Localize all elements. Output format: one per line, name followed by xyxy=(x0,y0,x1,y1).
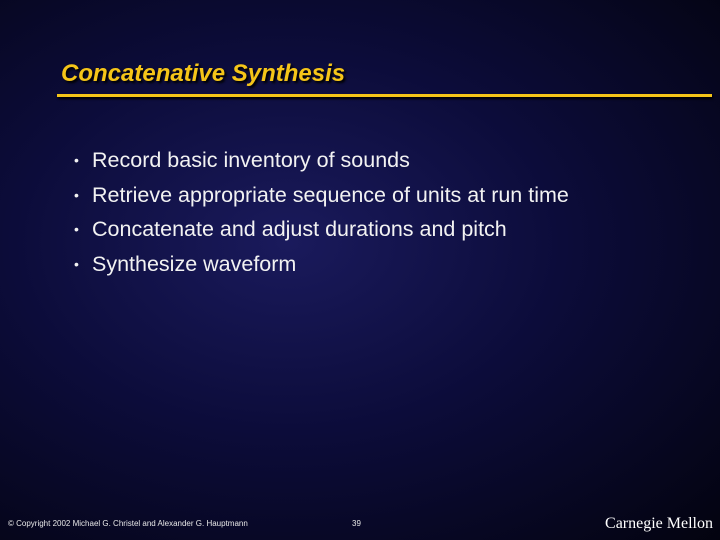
bullet-dot-icon: • xyxy=(74,255,79,272)
footer-page-number: 39 xyxy=(352,519,361,528)
footer-copyright: © Copyright 2002 Michael G. Christel and Alexander G. Hauptmann xyxy=(8,519,248,528)
bullet-dot-icon: • xyxy=(74,221,79,237)
slide-title: Concatenative Synthesis xyxy=(61,60,346,87)
bullet-item xyxy=(74,148,569,183)
bullet-text: Retrieve appropriate sequence of units at run time xyxy=(92,182,569,207)
bullet-item xyxy=(74,217,569,252)
bullet-text: Synthesize waveform xyxy=(92,251,297,276)
footer-organization-logo: Carnegie Mellon xyxy=(605,515,713,532)
title-underline xyxy=(57,94,712,97)
bullet-item xyxy=(74,252,569,287)
bullet-text: Concatenate and adjust durations and pitch xyxy=(92,217,507,241)
bullet-item xyxy=(74,183,569,218)
bullet-dot-icon: • xyxy=(74,152,79,168)
bullet-text: Record basic inventory of sounds xyxy=(92,148,410,172)
bullet-dot-icon: • xyxy=(74,186,79,203)
bullet-list xyxy=(74,148,569,286)
